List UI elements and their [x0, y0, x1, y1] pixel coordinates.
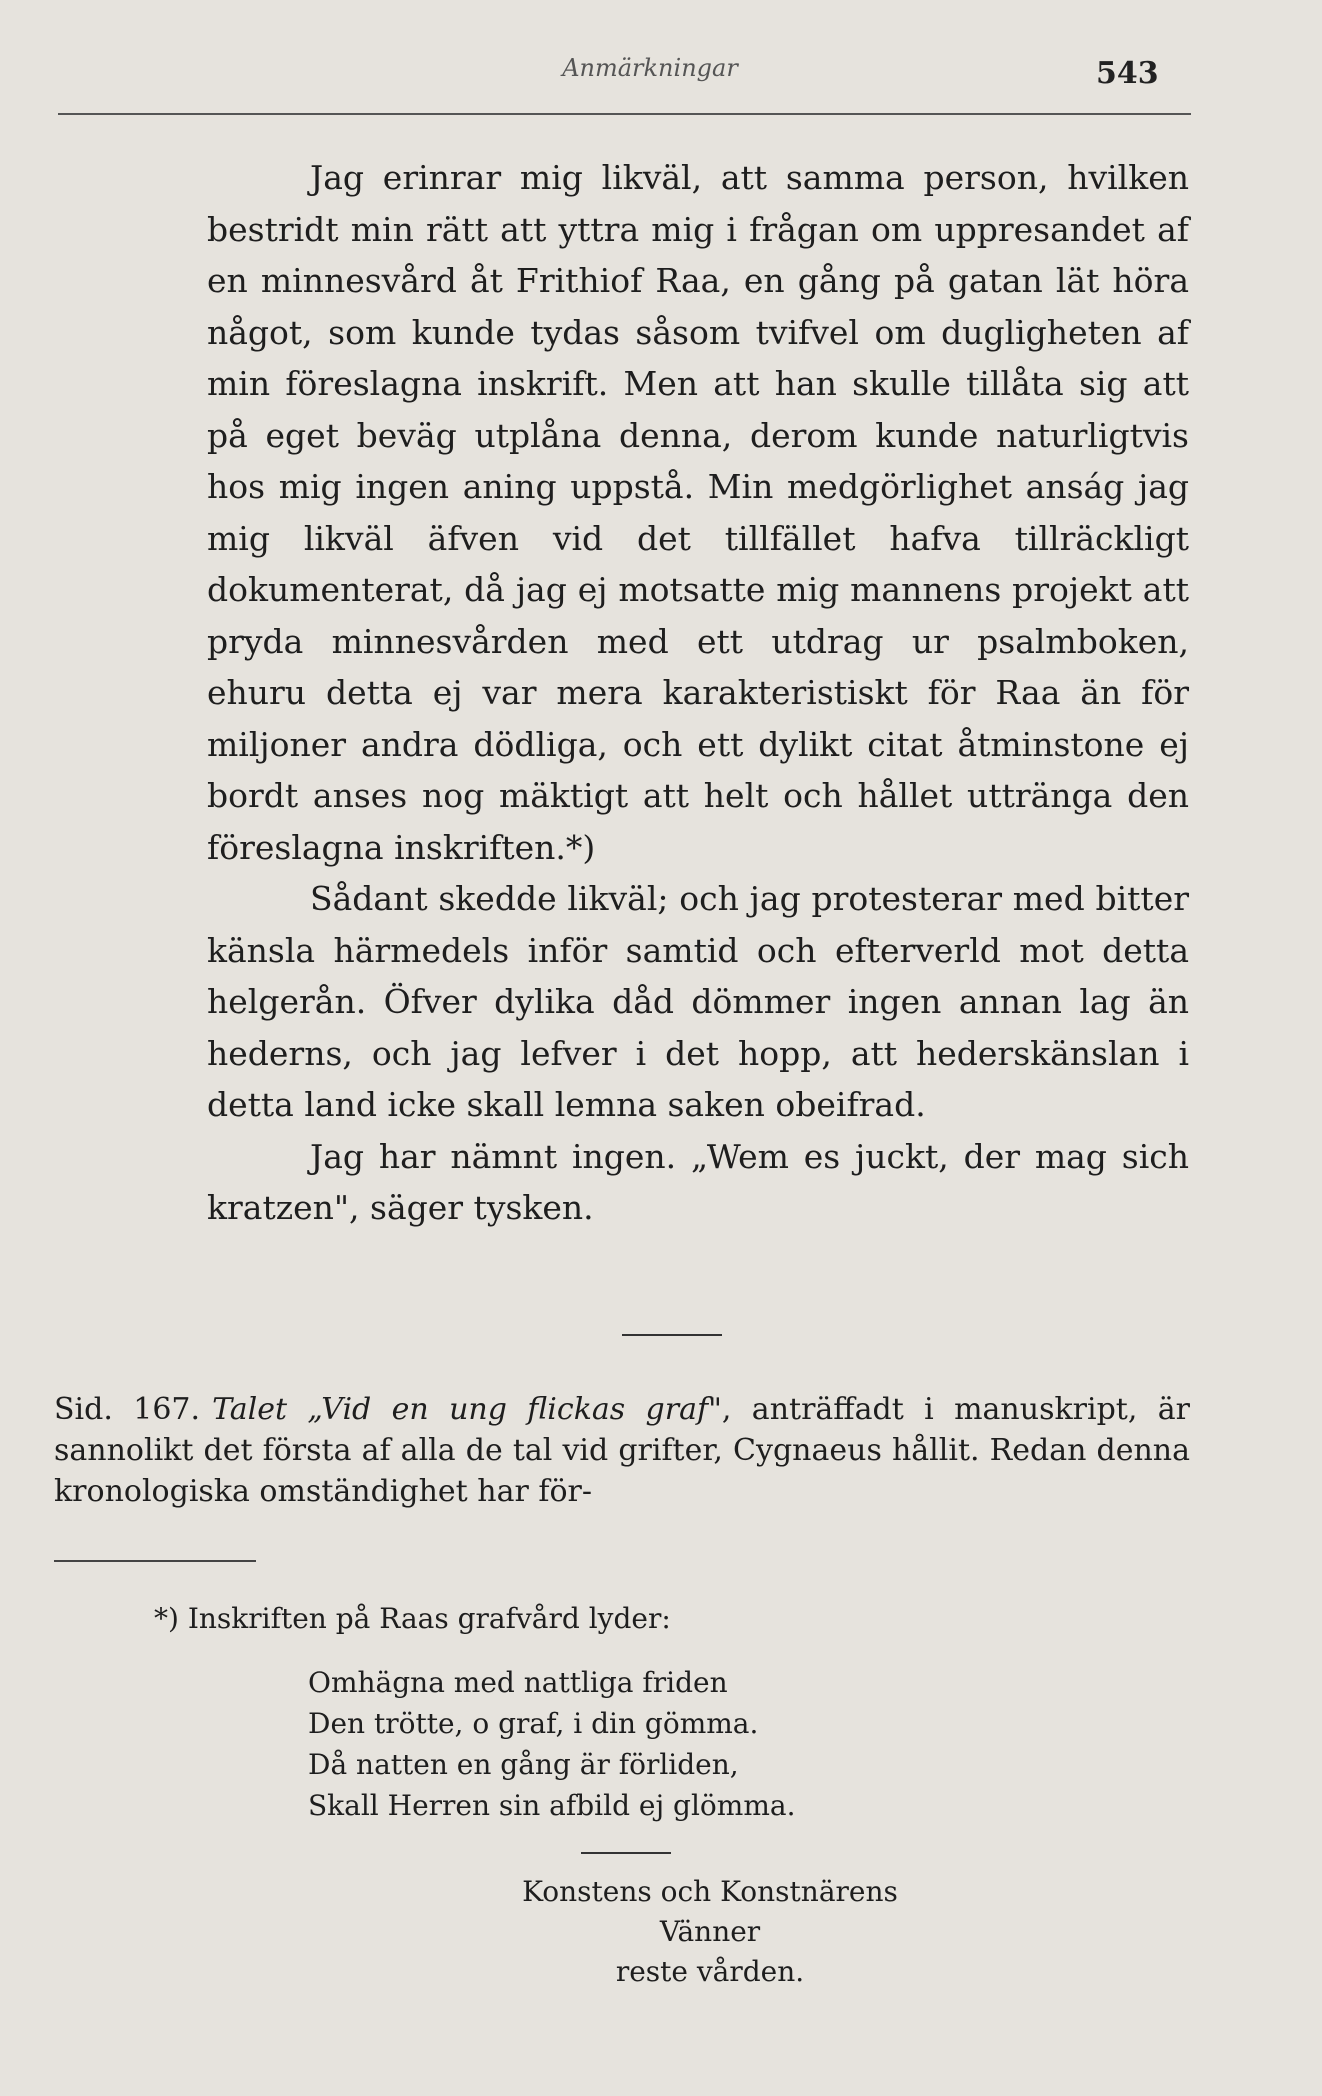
dedication — [360, 1872, 1060, 1992]
main-text — [207, 152, 1189, 1234]
dedication-line: reste vården. — [615, 1955, 805, 1988]
running-header-title: Anmärkningar — [562, 54, 738, 82]
header-rule — [58, 113, 1191, 115]
poem-line: Skall Herren sin afbild ej glömma. — [308, 1789, 796, 1822]
paragraph: Jag har nämnt ingen. „Wem es juckt, der mag sich kratzen", säger tysken. — [207, 1136, 1189, 1227]
poem-line: Omhägna med nattliga friden — [308, 1666, 728, 1699]
poem-line: Den trötte, o graf, i din gömma. — [308, 1707, 759, 1740]
note-text: , anträffadt i manuskript, är sannolikt det första af alla de tal vid grifter, Cygnaeus hållit. Redan denna kronologiska omständighet har för- — [54, 1392, 1190, 1509]
footnote — [154, 1598, 1154, 1826]
dedication-line: Konstens och Konstnärens — [522, 1875, 898, 1908]
section-separator — [622, 1334, 722, 1336]
annotation-note — [54, 1389, 1190, 1512]
dedication-line: Vänner — [659, 1915, 761, 1948]
footnote-rule — [54, 1560, 256, 1562]
inscription-poem — [308, 1662, 1154, 1826]
paragraph: Sådant skedde likväl; och jag protesterar med bitter känsla härmedels inför samtid och efterverld mot detta helgerån. Öfver dylika dåd dömmer ingen annan lag än hederns, och jag lefver i det hopp, att hederskänslan i detta land icke skall lemna saken obeifrad. — [207, 879, 1189, 1124]
paragraph: Jag erinrar mig likväl, att samma person, hvilken bestridt min rätt att yttra mig i frågan om uppresandet af en minnesvård åt Frithiof Raa, en gång på gatan lät höra något, som kunde tydas såsom tvifvel om dugligheten af min föreslagna inskrift. Men att han skulle tillåta sig att på eget beväg utplåna denna, derom kunde naturligtvis hos mig ingen aning uppstå. Min medgörlighet anság jag mig likväl äfven vid det tillfället hafva tillräckligt dokumenterat, då jag ej motsatte mig mannens projekt att pryda minnesvården med ett utdrag ur psalmboken, ehuru detta ej var mera karakteristiskt för Raa än för miljoner andra dödliga, och ett dylikt citat åtminstone ej bordt anses nog mäktigt att helt och hållet uttränga den föreslagna inskriften.*) — [207, 158, 1189, 867]
page-number: 543 — [1096, 56, 1159, 91]
note-title: Talet „Vid en ung flickas graf" — [212, 1392, 722, 1427]
note-reference: Sid. 167. — [54, 1392, 201, 1427]
dedication-separator — [581, 1852, 671, 1854]
poem-line: Då natten en gång är förliden, — [308, 1748, 739, 1781]
footnote-intro: *) Inskriften på Raas grafvård lyder: — [154, 1602, 671, 1635]
